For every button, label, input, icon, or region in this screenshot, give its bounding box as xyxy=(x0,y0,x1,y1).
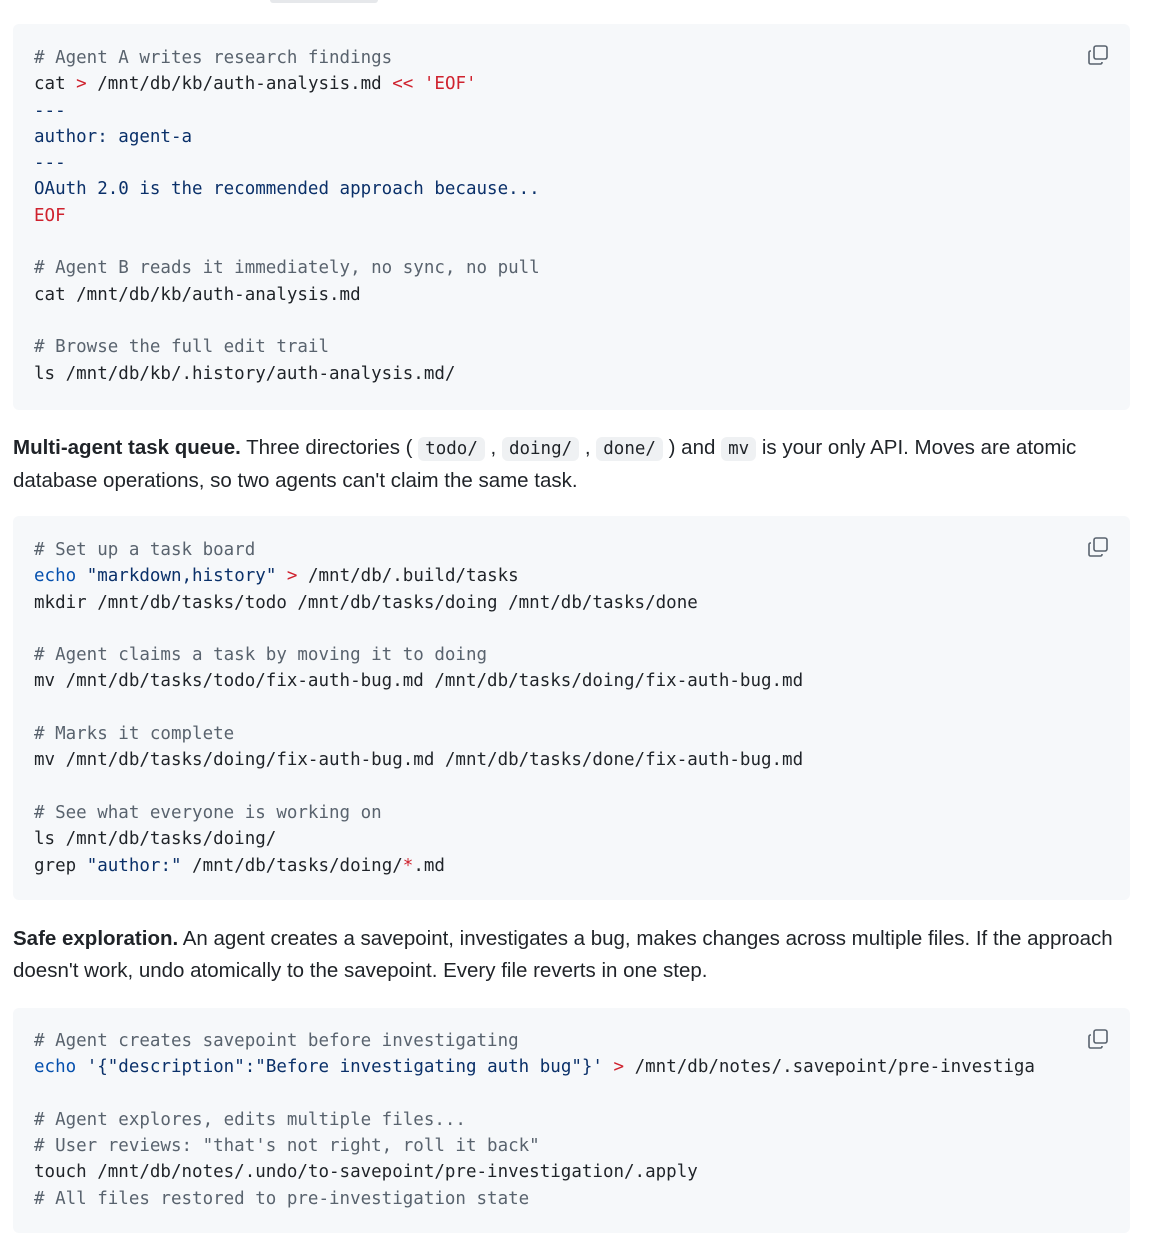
code-line xyxy=(34,176,1130,202)
code-block-savepoint xyxy=(13,1008,1130,1233)
code-text: /mnt/db/tasks/doing/ xyxy=(181,855,403,876)
code-line xyxy=(34,1186,1130,1212)
code-blank-line xyxy=(34,616,1130,642)
code-line xyxy=(34,282,1130,308)
code-blank-line xyxy=(34,1081,1130,1107)
code-keyword: echo xyxy=(34,566,77,587)
code-line xyxy=(34,71,1130,97)
code-text: /mnt/db/.build/tasks xyxy=(297,566,519,587)
code-comment: # Browse the full edit trail xyxy=(34,337,330,358)
code-operator: * xyxy=(402,855,414,876)
code-comment: # All files restored to pre-investigation state xyxy=(34,1188,530,1209)
code-operator: > xyxy=(613,1057,625,1078)
code-blank-line xyxy=(34,774,1130,800)
code-line xyxy=(34,1107,1130,1133)
tab-indicator xyxy=(270,0,378,3)
code-line xyxy=(34,537,1130,563)
code-line xyxy=(34,590,1130,616)
code-block-task-queue xyxy=(13,516,1130,900)
code-string: author: agent-a xyxy=(34,126,193,147)
code-line xyxy=(34,45,1130,71)
code-text: touch /mnt/db/notes/.undo/to-savepoint/pre-investigation/.apply xyxy=(34,1162,698,1183)
code-string: OAuth 2.0 is the recommended approach because... xyxy=(34,179,540,200)
code-comment: # Agent claims a task by moving it to doing xyxy=(34,645,488,666)
code-line xyxy=(34,563,1130,589)
code-blank-line xyxy=(34,229,1130,255)
code-line xyxy=(34,124,1130,150)
code-string: "author:" xyxy=(86,855,182,876)
code-line xyxy=(34,98,1130,124)
code-line xyxy=(34,1054,1130,1080)
code-line xyxy=(34,150,1130,176)
code-line xyxy=(34,255,1130,281)
code-text: mv /mnt/db/tasks/todo/fix-auth-bug.md /mnt/db/tasks/doing/fix-auth-bug.md xyxy=(34,671,804,692)
code-line xyxy=(34,203,1130,229)
code-line xyxy=(34,1028,1130,1054)
inline-code-mv: mv xyxy=(721,437,756,461)
code-string: --- xyxy=(34,100,66,121)
code-blank-line xyxy=(34,695,1130,721)
code-text: ls /mnt/db/tasks/doing/ xyxy=(34,829,277,850)
code-blank-line xyxy=(34,308,1130,334)
code-string: "markdown,history" xyxy=(86,566,277,587)
code-content xyxy=(13,24,1130,387)
code-comment: # Agent explores, edits multiple files... xyxy=(34,1109,466,1130)
inline-code-doing: doing/ xyxy=(502,437,579,461)
copy-icon[interactable] xyxy=(1086,1027,1110,1051)
code-text: mkdir /mnt/db/tasks/todo /mnt/db/tasks/doing /mnt/db/tasks/done xyxy=(34,592,698,613)
code-operator: << xyxy=(392,74,414,95)
code-line xyxy=(34,853,1130,879)
paragraph-title: Safe exploration. xyxy=(13,927,179,950)
code-line xyxy=(34,747,1130,773)
code-string: --- xyxy=(34,153,66,174)
code-text xyxy=(76,566,87,586)
paragraph-title: Multi-agent task queue. xyxy=(13,436,241,459)
code-operator: EOF xyxy=(34,205,66,226)
code-content xyxy=(13,1008,1130,1212)
code-content xyxy=(13,516,1130,879)
code-comment: # Set up a task board xyxy=(34,540,256,560)
code-text: cat /mnt/db/kb/auth-analysis.md xyxy=(34,284,361,305)
inline-code-done: done/ xyxy=(596,437,663,461)
code-line xyxy=(34,721,1130,747)
code-text: .md xyxy=(413,855,445,876)
code-text xyxy=(603,1057,614,1077)
code-operator: 'EOF' xyxy=(423,74,477,95)
code-line xyxy=(34,361,1130,387)
code-line xyxy=(34,826,1130,852)
code-text: grep xyxy=(34,855,87,876)
code-text xyxy=(76,1057,87,1077)
inline-code-todo: todo/ xyxy=(418,437,485,461)
code-text xyxy=(276,566,287,586)
code-comment: # Agent B reads it immediately, no sync, no pull xyxy=(34,258,540,279)
code-operator: > xyxy=(286,566,298,587)
code-text: cat xyxy=(34,74,77,95)
code-keyword: echo xyxy=(34,1057,77,1078)
code-block-shared-kb xyxy=(13,24,1130,410)
code-text: ls /mnt/db/kb/.history/auth-analysis.md/ xyxy=(34,363,456,384)
code-line xyxy=(34,334,1130,360)
code-comment: # Agent A writes research findings xyxy=(34,48,393,68)
code-line xyxy=(34,1159,1130,1185)
code-line xyxy=(34,642,1130,668)
paragraph-safe-exploration: Safe exploration. An agent creates a savepoint, investigates a bug, makes changes across multiple files. If the approach doesn't work, undo atomically to the savepoint. Every file reverts in one step. xyxy=(13,927,1113,982)
copy-icon[interactable] xyxy=(1086,535,1110,559)
copy-icon[interactable] xyxy=(1086,43,1110,67)
code-comment: # Agent creates savepoint before investigating xyxy=(34,1031,519,1051)
code-text xyxy=(413,74,424,94)
code-text: /mnt/db/notes/.savepoint/pre-investiga xyxy=(624,1057,1035,1078)
code-comment: # Marks it complete xyxy=(34,724,235,745)
code-line xyxy=(34,800,1130,826)
code-line xyxy=(34,1133,1130,1159)
paragraph-task-queue: Multi-agent task queue. Three directories ( todo/ , doing/ , done/ ) and mv is your only API. Moves are atomic database operations, so two agents can't claim the same task. xyxy=(13,436,1077,492)
code-text: /mnt/db/kb/auth-analysis.md xyxy=(86,74,393,95)
code-comment: # See what everyone is working on xyxy=(34,802,382,823)
code-operator: > xyxy=(76,74,87,95)
code-string: '{"description":"Before investigating auth bug"}' xyxy=(86,1057,603,1078)
code-comment: # User reviews: "that's not right, roll it back" xyxy=(34,1136,540,1157)
code-text: mv /mnt/db/tasks/doing/fix-auth-bug.md /mnt/db/tasks/done/fix-auth-bug.md xyxy=(34,750,804,771)
code-line xyxy=(34,668,1130,694)
